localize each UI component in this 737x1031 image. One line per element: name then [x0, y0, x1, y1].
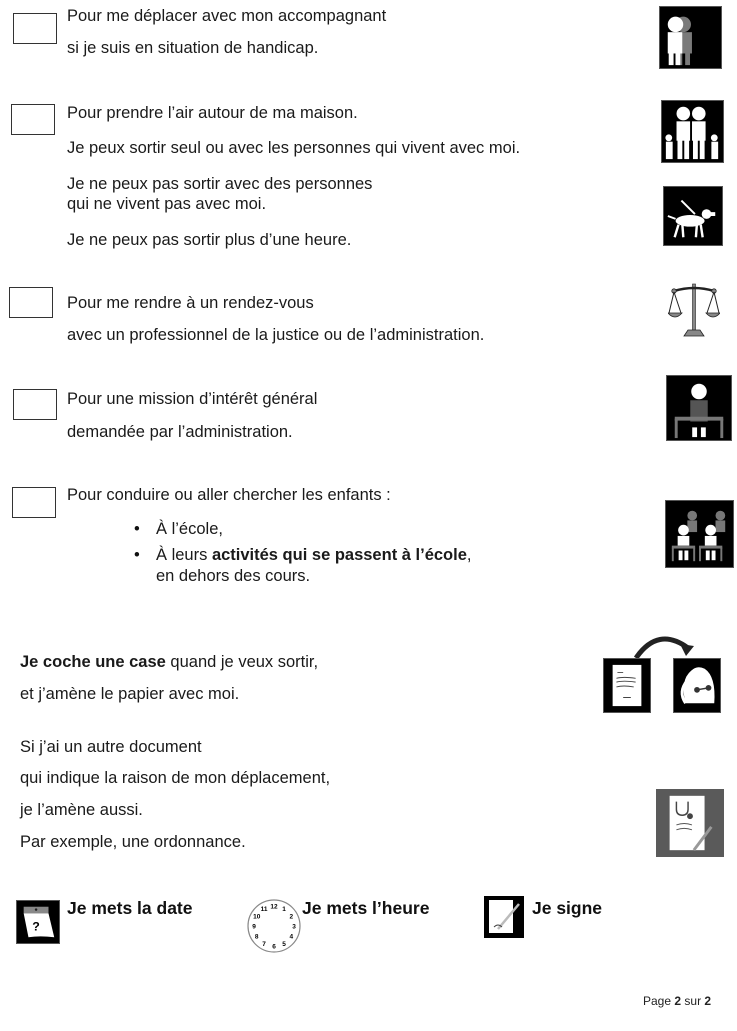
- svg-text:11: 11: [260, 906, 268, 914]
- checkbox-rendez-vous[interactable]: [9, 287, 53, 318]
- backpack-icon: [673, 658, 721, 713]
- svg-text:2: 2: [289, 913, 294, 921]
- person-at-desk-icon: [666, 375, 732, 441]
- option-2-line-4: qui ne vivent pas avec moi.: [67, 195, 267, 213]
- option-3-line-2: avec un professionnel de la justice ou de l’administration.: [67, 326, 485, 344]
- children-at-school-icon: [665, 500, 734, 568]
- paper-document-icon: [603, 658, 651, 713]
- option-2-line-3: Je ne peux pas sortir avec des personnes: [67, 175, 373, 193]
- option-2-line-1: Pour prendre l’air autour de ma maison.: [67, 104, 358, 122]
- sign-label: Je signe: [532, 898, 603, 918]
- svg-text:10: 10: [253, 913, 261, 921]
- svg-text:9: 9: [252, 923, 256, 931]
- time-label: Je mets l’heure: [302, 898, 430, 918]
- bullet-dot: •: [134, 520, 140, 538]
- checkbox-enfants[interactable]: [12, 487, 56, 518]
- prescription-document-icon: [656, 789, 724, 857]
- svg-text:4: 4: [289, 933, 294, 941]
- scales-of-justice-icon: [668, 280, 720, 338]
- svg-text:8: 8: [254, 933, 259, 941]
- svg-text:5: 5: [282, 940, 286, 948]
- option-4-line-1: Pour une mission d’intérêt général: [67, 390, 318, 408]
- svg-text:12: 12: [270, 903, 278, 911]
- page-number: Page 2 sur 2: [643, 994, 712, 1008]
- instruction-2-line-1: Si j’ai un autre document: [20, 738, 202, 756]
- svg-text:1: 1: [282, 906, 286, 914]
- family-icon: [661, 100, 724, 163]
- person-with-companion-icon: [659, 6, 722, 69]
- guide-dog-icon: [663, 186, 723, 246]
- signing-paper-icon: [484, 896, 524, 938]
- option-2-line-2: Je peux sortir seul ou avec les personnes qui vivent avec moi.: [67, 139, 521, 157]
- bullet-dot: •: [134, 546, 140, 564]
- instruction-2-line-2: qui indique la raison de mon déplacement,: [20, 769, 331, 787]
- option-1-line-1: Pour me déplacer avec mon accompagnant: [67, 7, 387, 25]
- bullet-1-text: À l’école,: [156, 520, 223, 538]
- svg-text:3: 3: [292, 923, 296, 931]
- svg-text:?: ?: [32, 919, 40, 934]
- bullet-2-text: À leurs activités qui se passent à l’école,: [156, 546, 472, 564]
- svg-text:7: 7: [262, 940, 266, 948]
- clock-icon: [246, 898, 302, 954]
- calendar-date-icon: [16, 900, 60, 944]
- option-5-line-1: Pour conduire ou aller chercher les enfants :: [67, 486, 391, 504]
- instruction-2-line-4: Par exemple, une ordonnance.: [20, 833, 246, 851]
- curved-arrow-icon: [628, 630, 700, 658]
- option-1-line-2: si je suis en situation de handicap.: [67, 39, 319, 57]
- instruction-2-line-3: je l’amène aussi.: [20, 801, 143, 819]
- checkbox-accompagnant[interactable]: [13, 13, 57, 44]
- instruction-1-line-1: Je coche une case quand je veux sortir,: [20, 653, 319, 671]
- checkbox-mission-interet-general[interactable]: [13, 389, 57, 420]
- option-2-line-5: Je ne peux pas sortir plus d’une heure.: [67, 231, 352, 249]
- checkbox-prendre-air[interactable]: [11, 104, 55, 135]
- option-4-line-2: demandée par l’administration.: [67, 423, 293, 441]
- option-3-line-1: Pour me rendre à un rendez-vous: [67, 294, 314, 312]
- svg-text:6: 6: [272, 943, 276, 951]
- bullet-2-continuation: en dehors des cours.: [156, 567, 311, 585]
- instruction-1-line-2: et j’amène le papier avec moi.: [20, 685, 240, 703]
- date-label: Je mets la date: [67, 898, 193, 918]
